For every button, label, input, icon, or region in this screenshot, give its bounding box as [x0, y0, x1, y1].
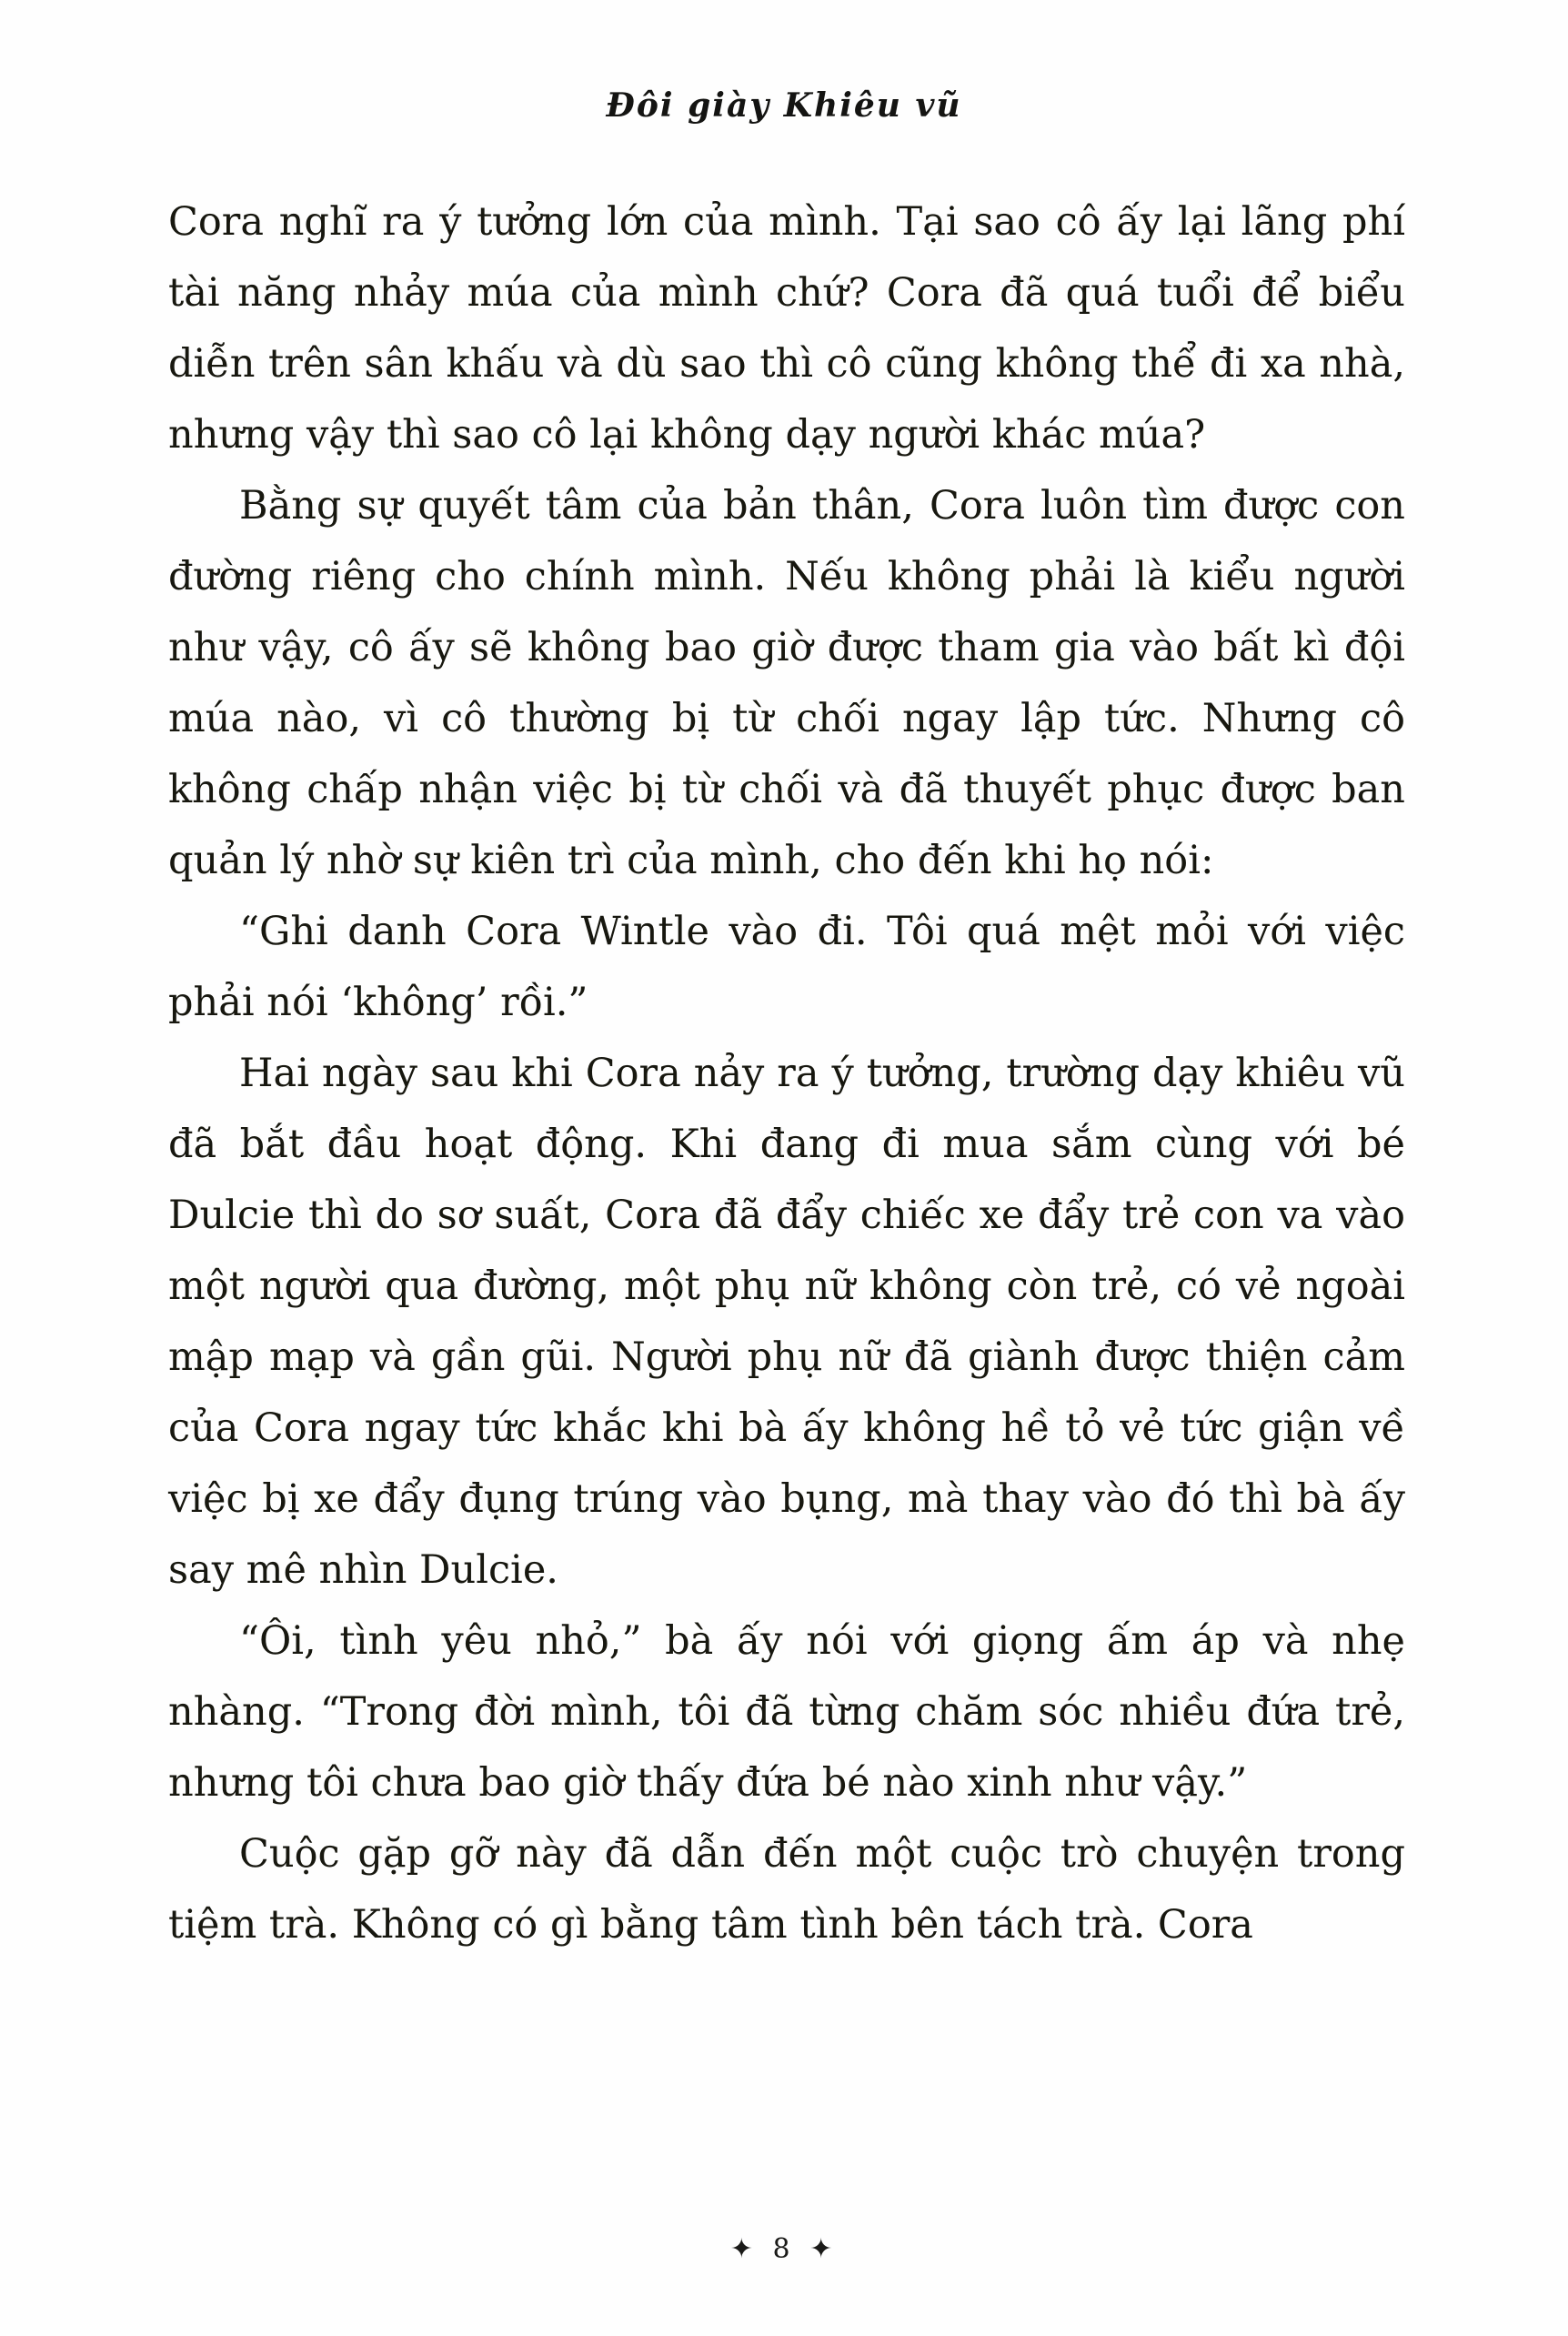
paragraph: “Ôi, tình yêu nhỏ,” bà ấy nói với giọng ấm áp và nhẹ nhàng. “Trong đời mình, tôi đã từng chăm sóc nhiều đứa trẻ, nhưng tôi chưa bao giờ thấy đứa bé nào xinh như vậy.” [168, 1618, 1405, 1806]
running-head: Đôi giày Khiêu vũ [606, 86, 962, 125]
paragraph: Hai ngày sau khi Cora nảy ra ý tưởng, trường dạy khiêu vũ đã bắt đầu hoạt động. Khi đang đi mua sắm cùng với bé Dulcie thì do sơ suất, Cora đã đẩy chiếc xe đẩy trẻ con va vào một người qua đường, một phụ nữ không còn trẻ, có vẻ ngoài mập mạp và gần gũi. Người phụ nữ đã giành được thiện cảm của Cora ngay tức khắc khi bà ấy không hề tỏ vẻ tức giận về việc bị xe đẩy đụng trúng vào bụng, mà thay vào đó thì bà ấy say mê nhìn Dulcie. [168, 1051, 1405, 1593]
paragraph: Bằng sự quyết tâm của bản thân, Cora luôn tìm được con đường riêng cho chính mình. Nếu không phải là kiểu người như vậy, cô ấy sẽ không bao giờ được tham gia vào bất kì đội múa nào, vì cô thường bị từ chối ngay lập tức. Nhưng cô không chấp nhận việc bị từ chối và đã thuyết phục được ban quản lý nhờ sự kiên trì của mình, cho đến khi họ nói: [168, 483, 1405, 883]
page-body [168, 186, 1405, 1960]
paragraph: Cuộc gặp gỡ này đã dẫn đến một cuộc trò chuyện trong tiệm trà. Không có gì bằng tâm tình bên tách trà. Cora [168, 1831, 1405, 1948]
page-number: ✦ 8 ✦ [729, 2233, 839, 2265]
paragraph: Cora nghĩ ra ý tưởng lớn của mình. Tại sao cô ấy lại lãng phí tài năng nhảy múa của mình chứ? Cora đã quá tuổi để biểu diễn trên sân khấu và dù sao thì cô cũng không thể đi xa nhà, nhưng vậy thì sao cô lại không dạy người khác múa? [168, 199, 1405, 458]
paragraph: “Ghi danh Cora Wintle vào đi. Tôi quá mệt mỏi với việc phải nói ‘không’ rồi.” [168, 909, 1405, 1025]
